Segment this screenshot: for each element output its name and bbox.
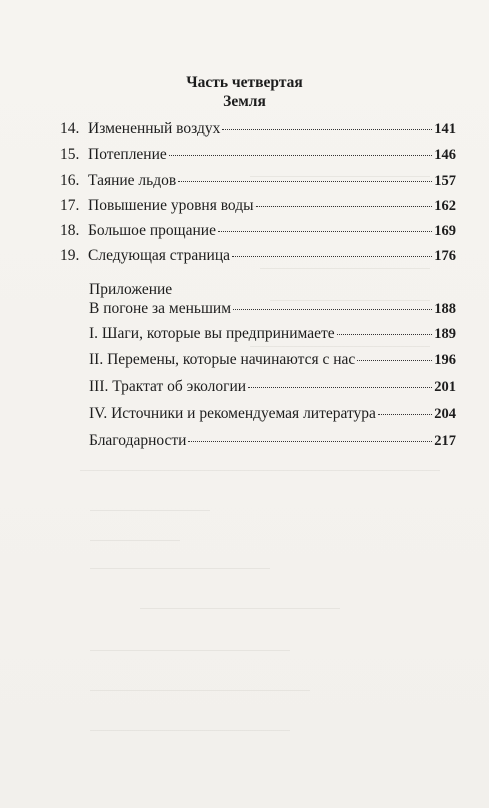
page-number: 157 xyxy=(434,173,456,189)
toc-entry-chapter-19[interactable] xyxy=(60,246,456,266)
dot-leader xyxy=(337,334,433,335)
dot-leader xyxy=(178,181,432,182)
page-number: 169 xyxy=(434,223,456,239)
chapter-title: Потепление xyxy=(88,146,167,163)
page-number: 204 xyxy=(434,406,456,422)
page-number: 201 xyxy=(434,379,456,395)
bleed-through-line xyxy=(90,730,290,731)
page-number: 196 xyxy=(434,352,456,368)
chapter-number: 19. xyxy=(60,247,80,264)
appendix-title: II. Перемены, которые начинаются с нас xyxy=(89,351,356,368)
chapter-number: 18. xyxy=(60,222,80,239)
chapter-number: 14. xyxy=(60,120,80,137)
toc-entry-appendix-1[interactable] xyxy=(89,324,456,344)
toc-entry-chapter-17[interactable] xyxy=(60,196,456,216)
appendix-heading: Приложение xyxy=(89,281,173,298)
bleed-through-line xyxy=(140,608,340,609)
bleed-through-line xyxy=(90,568,270,569)
chapter-title: Следующая страница xyxy=(88,247,231,264)
bleed-through-line xyxy=(90,510,210,511)
part-subtitle: Земля xyxy=(223,93,266,110)
toc-entry-chapter-16[interactable] xyxy=(60,171,456,191)
toc-entry-appendix-4[interactable] xyxy=(89,404,456,424)
dot-leader xyxy=(169,155,432,156)
page-number: 176 xyxy=(434,248,456,264)
appendix-title: I. Шаги, которые вы предпринимаете xyxy=(89,325,335,342)
dot-leader xyxy=(222,129,432,130)
toc-entry-acknowledgements[interactable] xyxy=(89,431,456,451)
bleed-through-line xyxy=(90,690,310,691)
chapter-title: Большое прощание xyxy=(88,222,216,239)
bleed-through-line xyxy=(260,268,430,269)
bleed-through-line xyxy=(90,650,290,651)
chapter-number: 17. xyxy=(60,197,80,214)
page-number: 217 xyxy=(434,433,456,449)
dot-leader xyxy=(218,231,432,232)
dot-leader xyxy=(188,441,432,442)
dot-leader xyxy=(256,206,433,207)
page-number: 188 xyxy=(434,301,456,317)
chapter-title: Таяние льдов xyxy=(88,172,177,189)
page-number: 189 xyxy=(434,326,456,342)
toc-entry-chapter-18[interactable] xyxy=(60,221,456,241)
dot-leader xyxy=(232,256,432,257)
toc-entry-appendix-3[interactable] xyxy=(89,377,456,397)
toc-entry-chapter-14[interactable] xyxy=(60,119,456,139)
chapter-number: 15. xyxy=(60,146,80,163)
dot-leader xyxy=(378,414,432,415)
appendix-title: Благодарности xyxy=(89,432,187,449)
appendix-title: III. Трактат об экологии xyxy=(89,378,247,395)
dot-leader xyxy=(248,387,432,388)
chapter-title: Измененный воздух xyxy=(88,120,221,137)
part-title: Часть четвертая xyxy=(186,74,303,91)
page-number: 162 xyxy=(434,198,456,214)
bleed-through-line xyxy=(90,540,180,541)
toc-entry-chapter-15[interactable] xyxy=(60,145,456,165)
bleed-through-line xyxy=(250,346,430,347)
appendix-title: IV. Источники и рекомендуемая литература xyxy=(89,405,376,422)
toc-entry-appendix-2[interactable] xyxy=(89,350,456,370)
chapter-title: Повышение уровня воды xyxy=(88,197,254,214)
page-number: 141 xyxy=(434,121,456,137)
chapter-number: 16. xyxy=(60,172,80,189)
page-number: 146 xyxy=(434,147,456,163)
bleed-through-line xyxy=(80,470,440,471)
toc-entry-appendix-intro[interactable] xyxy=(89,299,456,319)
appendix-title: В погоне за меньшим xyxy=(89,300,231,317)
dot-leader xyxy=(357,360,432,361)
dot-leader xyxy=(233,309,432,310)
